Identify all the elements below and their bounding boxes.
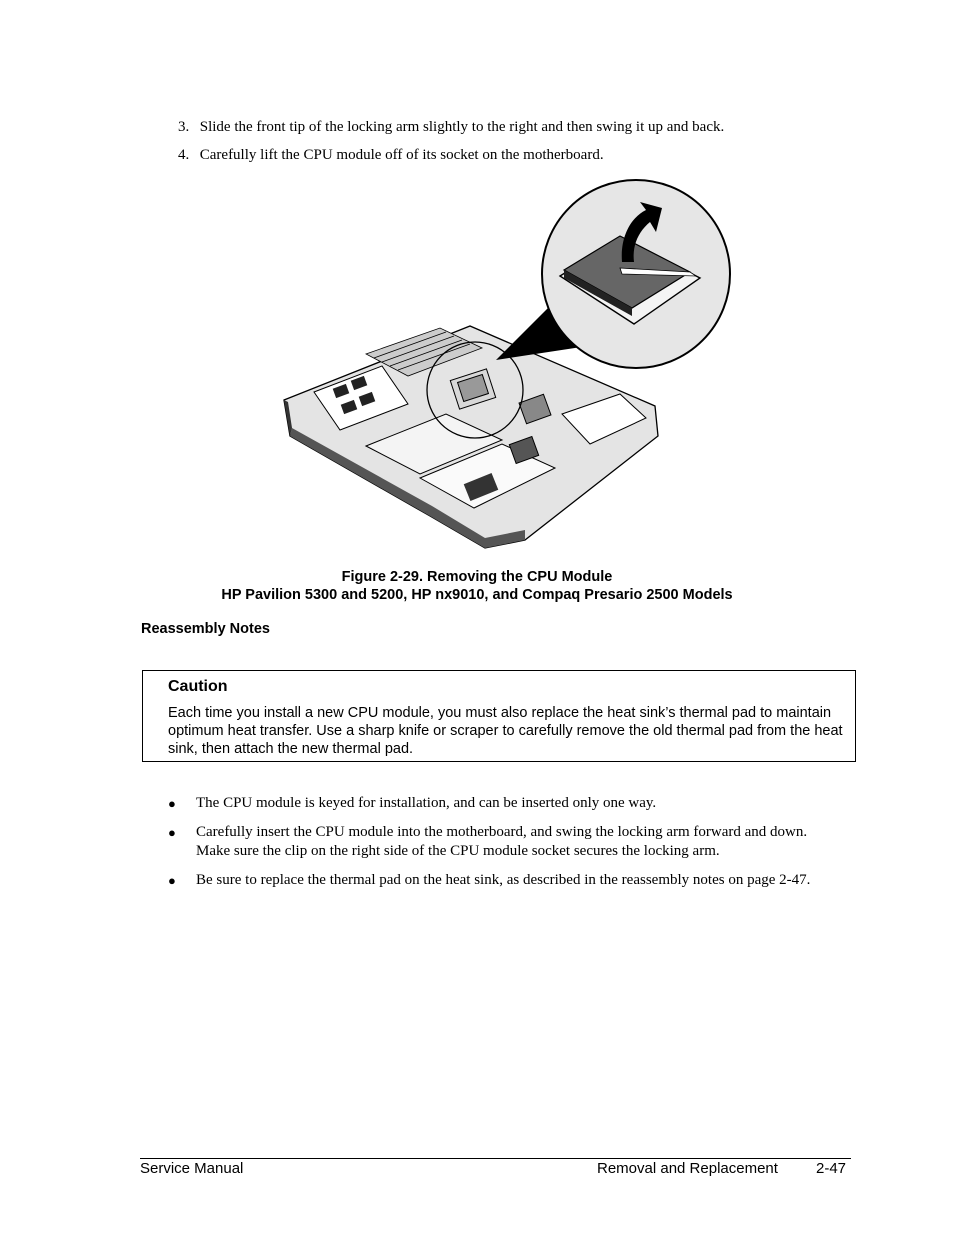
figure-caption: Figure 2-29. Removing the CPU Module (341, 569, 613, 585)
step-number: 4. (178, 147, 190, 163)
list-item (168, 871, 828, 890)
step-3 (178, 118, 724, 136)
footer-section-title: Removal and Replacement (597, 1160, 778, 1177)
footer-divider (140, 1158, 851, 1159)
figure-subcaption: HP Pavilion 5300 and 5200, HP nx9010, and Compaq Presario 2500 Models (221, 587, 733, 603)
list-item-text: Be sure to replace the thermal pad on the heat sink, as described in the reassembly notes on page 2-47. (196, 872, 811, 888)
bullet-icon: ● (168, 873, 176, 888)
section-heading: Reassembly Notes (141, 621, 270, 637)
step-number: 3. (178, 119, 190, 135)
bullet-icon: ● (168, 796, 176, 811)
step-4 (178, 146, 604, 164)
caution-title: Caution (168, 678, 228, 695)
bullet-icon: ● (168, 825, 176, 840)
list-item (168, 794, 828, 813)
list-item (168, 823, 828, 861)
cpu-module-removal-illustration (270, 178, 740, 558)
footer-manual-title: Service Manual (140, 1160, 244, 1177)
caution-text: Each time you install a new CPU module, you must also replace the heat sink’s thermal pad to maintain optimum heat transfer. Use a sharp knife or scraper to carefully remove the old thermal pad from the heat sink, then attach the new thermal pad. (168, 705, 843, 757)
caution-box (142, 670, 856, 762)
list-item-text: Carefully insert the CPU module into the motherboard, and swing the locking arm forward and down. Make sure the clip on the right side of the CPU module socket secures the locking arm. (196, 824, 808, 859)
page-number: 2-47 (816, 1160, 847, 1177)
step-text: Carefully lift the CPU module off of its socket on the motherboard. (199, 147, 604, 163)
list-item-text: The CPU module is keyed for installation, and can be inserted only one way. (196, 795, 657, 811)
step-text: Slide the front tip of the locking arm slightly to the right and then swing it up and back. (199, 119, 725, 135)
